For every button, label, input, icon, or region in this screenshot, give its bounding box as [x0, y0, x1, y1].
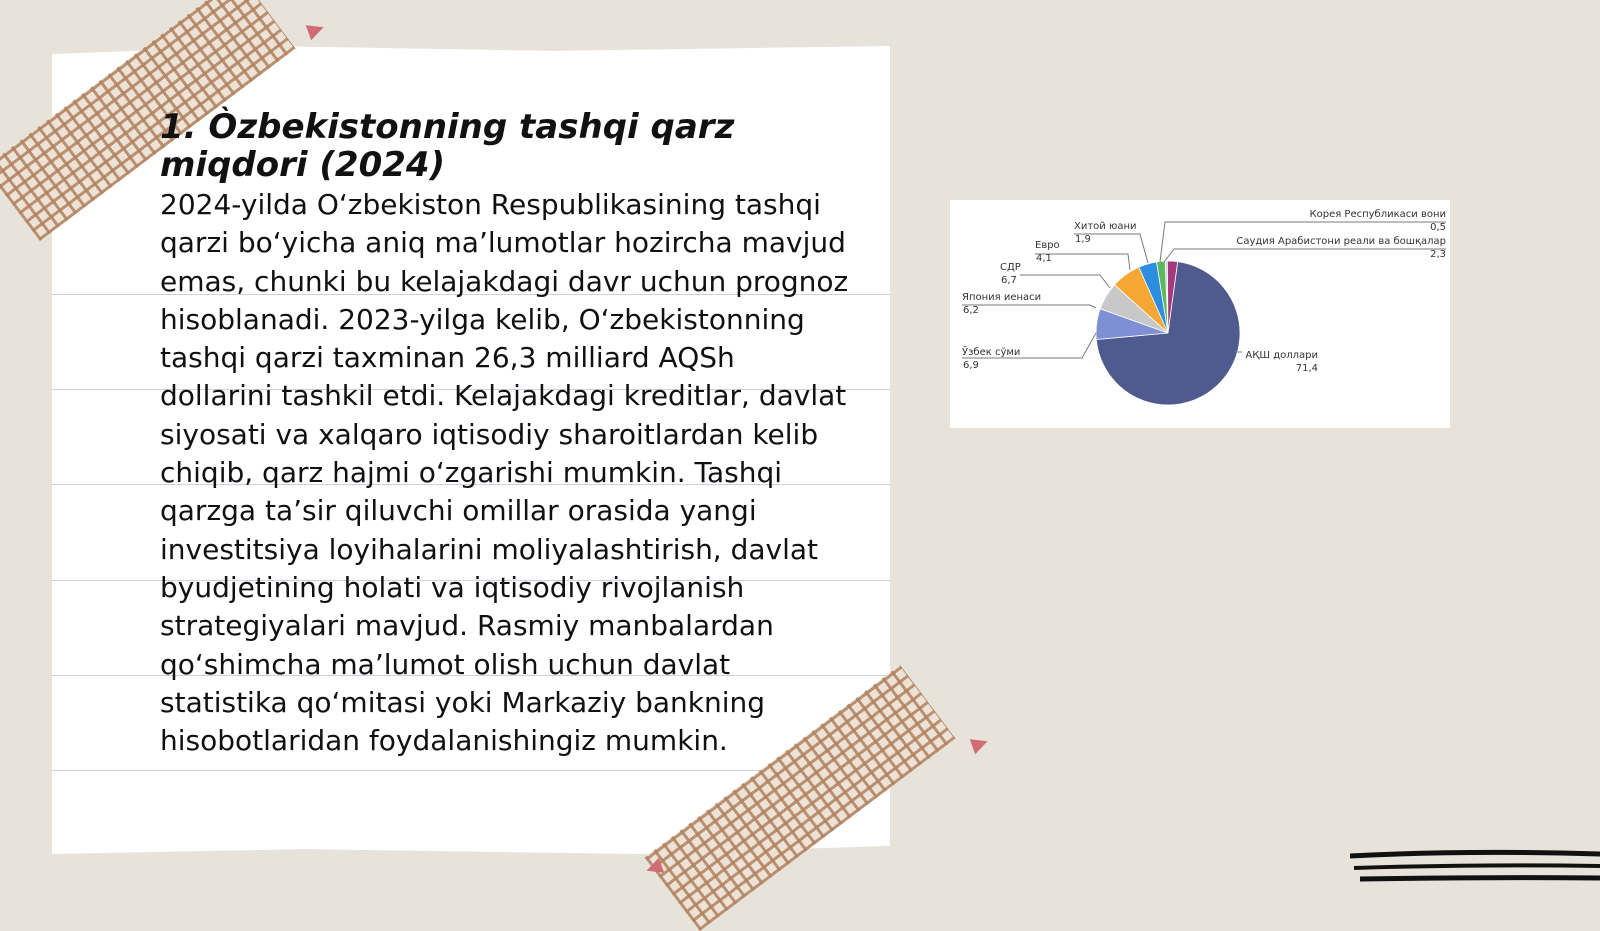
slide-title: 1. Òzbekistonning tashqi qarz miqdori (2024) [160, 107, 735, 185]
brush-stroke [1360, 878, 1600, 879]
slice-value-label: 6,7 [1001, 275, 1017, 286]
pink-triangle-decoration [970, 734, 991, 755]
brush-stroke [1350, 852, 1600, 856]
slice-label: АҚШ доллари [1245, 350, 1318, 361]
slice-label: Хитой юани [1074, 221, 1137, 232]
slice-label: Евро [1035, 240, 1060, 251]
slide-body-text: 2024-yilda O‘zbekiston Respublikasining tashqi qarzi bo‘yicha aniq ma’lumotlar hozircha mavjud emas, chunki bu kelajakdagi davr uchun prognoz hisoblanadi. 2023-yilga kelib, O‘zbekistonning tashqi qarzi taxminan 26,3 milliard AQSh dollarini tashkil etdi. Kelajakdagi kreditlar, davlat siyosati va xalqaro iqtisodiy sharoitlardan kelib chiqib, qarz hajmi o‘zgarishi mumkin. Tashqi qarzga ta’sir qiluvchi omillar orasida yangi investitsiya loyihalarini moliyalashtirish, davlat byudjetining holati va iqtisodiy rivojlanish strategiyalari mavjud. Rasmiy manbalardan qo‘shimcha ma’lumot olish uchun davlat statistika qo‘mitasi yoki Markaziy bankning hisobotlaridan foydalanishingiz mumkin. [160, 188, 849, 758]
slice-value-label: 0,5 [1430, 222, 1446, 233]
slice-value-label: 1,9 [1075, 234, 1091, 245]
leader-line [1164, 249, 1446, 262]
slice-value-label: 4,1 [1036, 253, 1052, 264]
slice-label: Ўзбек сўми [962, 347, 1021, 358]
slice-label: Япония иенаси [962, 292, 1042, 303]
leader-line [962, 305, 1096, 308]
currency-pie-chart [950, 200, 1450, 428]
slice-value-label: 2,3 [1430, 249, 1446, 260]
brush-stroke [1354, 865, 1600, 868]
slice-label: Саудия Арабистони реали ва бошқалар [1236, 236, 1446, 247]
leader-line [1020, 275, 1110, 288]
slice-value-label: 6,2 [963, 305, 979, 316]
slice-value-label: 71,4 [1295, 363, 1318, 374]
pink-triangle-decoration [306, 20, 327, 41]
slice-label: Корея Республикаси вони [1309, 209, 1446, 220]
slice-label: СДР [1000, 262, 1021, 273]
pie-chart-svg [950, 200, 1450, 428]
decorative-brush-strokes [1350, 848, 1600, 888]
slice-value-label: 6,9 [963, 360, 979, 371]
